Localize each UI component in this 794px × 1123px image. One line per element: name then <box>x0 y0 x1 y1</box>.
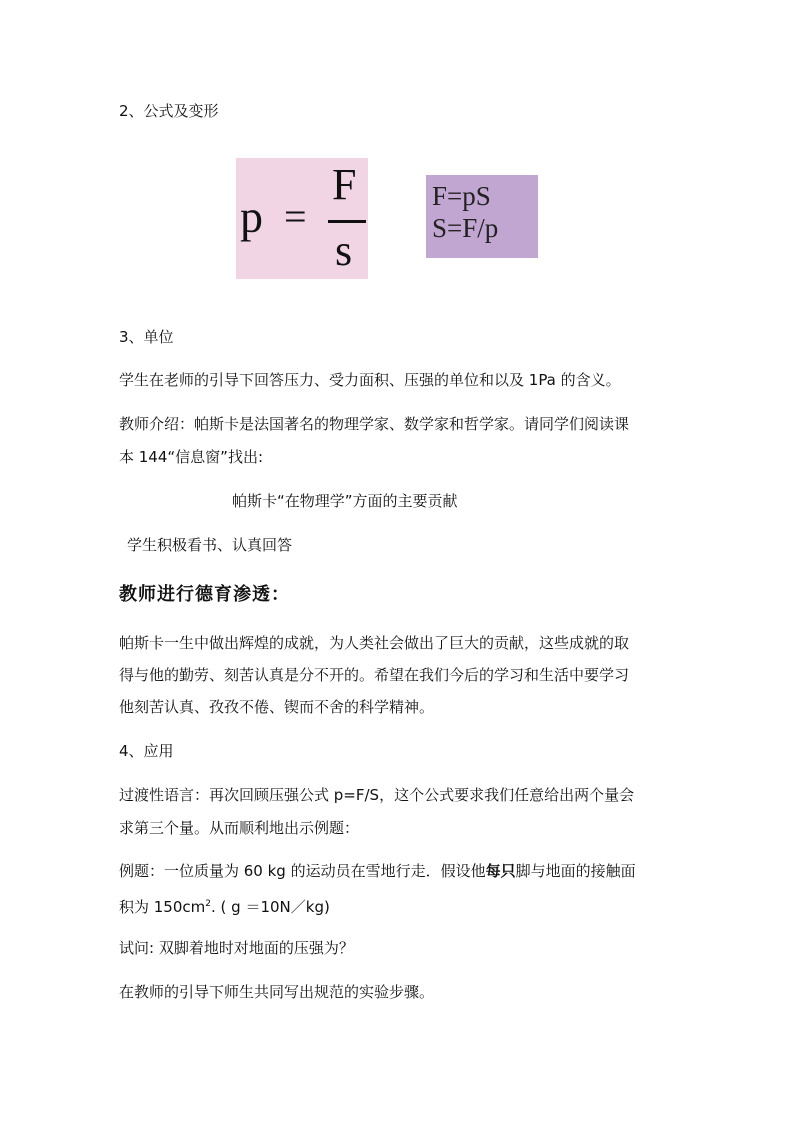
formula-variants-box <box>426 175 538 258</box>
example-text: 例题：一位质量为 60 kg 的运动员在雪地行走．假设他 <box>119 862 486 880</box>
unit-paragraph-line: 学生在老师的引导下回答压力、受力面积、压强的单位和以及 1Pa 的含义。 <box>119 371 621 389</box>
example-line <box>119 860 636 882</box>
teacher-intro-line: 本 144“信息窗”找出: <box>119 448 263 466</box>
section-heading-application: 4、应用 <box>119 742 174 760</box>
formula-equals: = <box>284 194 307 239</box>
question-line: 试问: 双脚着地时对地面的压强为？ <box>119 939 354 957</box>
example-text: 脚与地面的接触面 <box>515 862 636 880</box>
section-heading-formula: 2、公式及变形 <box>119 102 219 120</box>
pressure-formula-image <box>236 158 368 279</box>
closing-line: 在教师的引导下师生共同写出规范的实验步骤。 <box>119 983 435 1001</box>
moral-paragraph-line: 得与他的勤劳、刻苦认真是分不开的。希望在我们今后的学习和生活中要学习 <box>119 666 630 684</box>
formula-variant-area: S=F/p <box>432 213 499 243</box>
formula-numerator: F <box>332 160 357 209</box>
formula-lhs: p <box>240 191 263 242</box>
example-area-line <box>119 893 330 918</box>
formula-variant-force: F=pS <box>432 181 491 211</box>
moral-education-heading: 教师进行德育渗透： <box>119 584 290 605</box>
section-heading-unit: 3、单位 <box>119 328 174 346</box>
teacher-intro-line: 教师介绍：帕斯卡是法国著名的物理学家、数学家和哲学家。请同学们阅读课 <box>119 415 630 433</box>
transition-line: 过渡性语言：再次回顾压强公式 p=F/S，这个公式要求我们任意给出两个量会 <box>119 786 635 804</box>
area-exponent: 2 <box>205 899 211 909</box>
transition-line: 求第三个量。从而顺利地出示例题： <box>119 819 360 837</box>
pascal-contribution-line: 帕斯卡“在物理学”方面的主要贡献 <box>232 492 458 510</box>
formula-denominator: s <box>335 226 353 275</box>
area-text: 积为 150cm <box>119 898 206 916</box>
moral-paragraph-line: 他刻苦认真、孜孜不倦、锲而不舍的科学精神。 <box>119 698 435 716</box>
area-gravity-text: . ( g ＝10N／kg) <box>211 898 330 916</box>
example-emphasis: 每只 <box>485 862 516 880</box>
student-response-line: 学生积极看书、认真回答 <box>127 536 293 554</box>
fraction-bar <box>328 220 366 223</box>
moral-paragraph-line: 帕斯卡一生中做出辉煌的成就，为人类社会做出了巨大的贡献，这些成就的取 <box>119 634 630 652</box>
